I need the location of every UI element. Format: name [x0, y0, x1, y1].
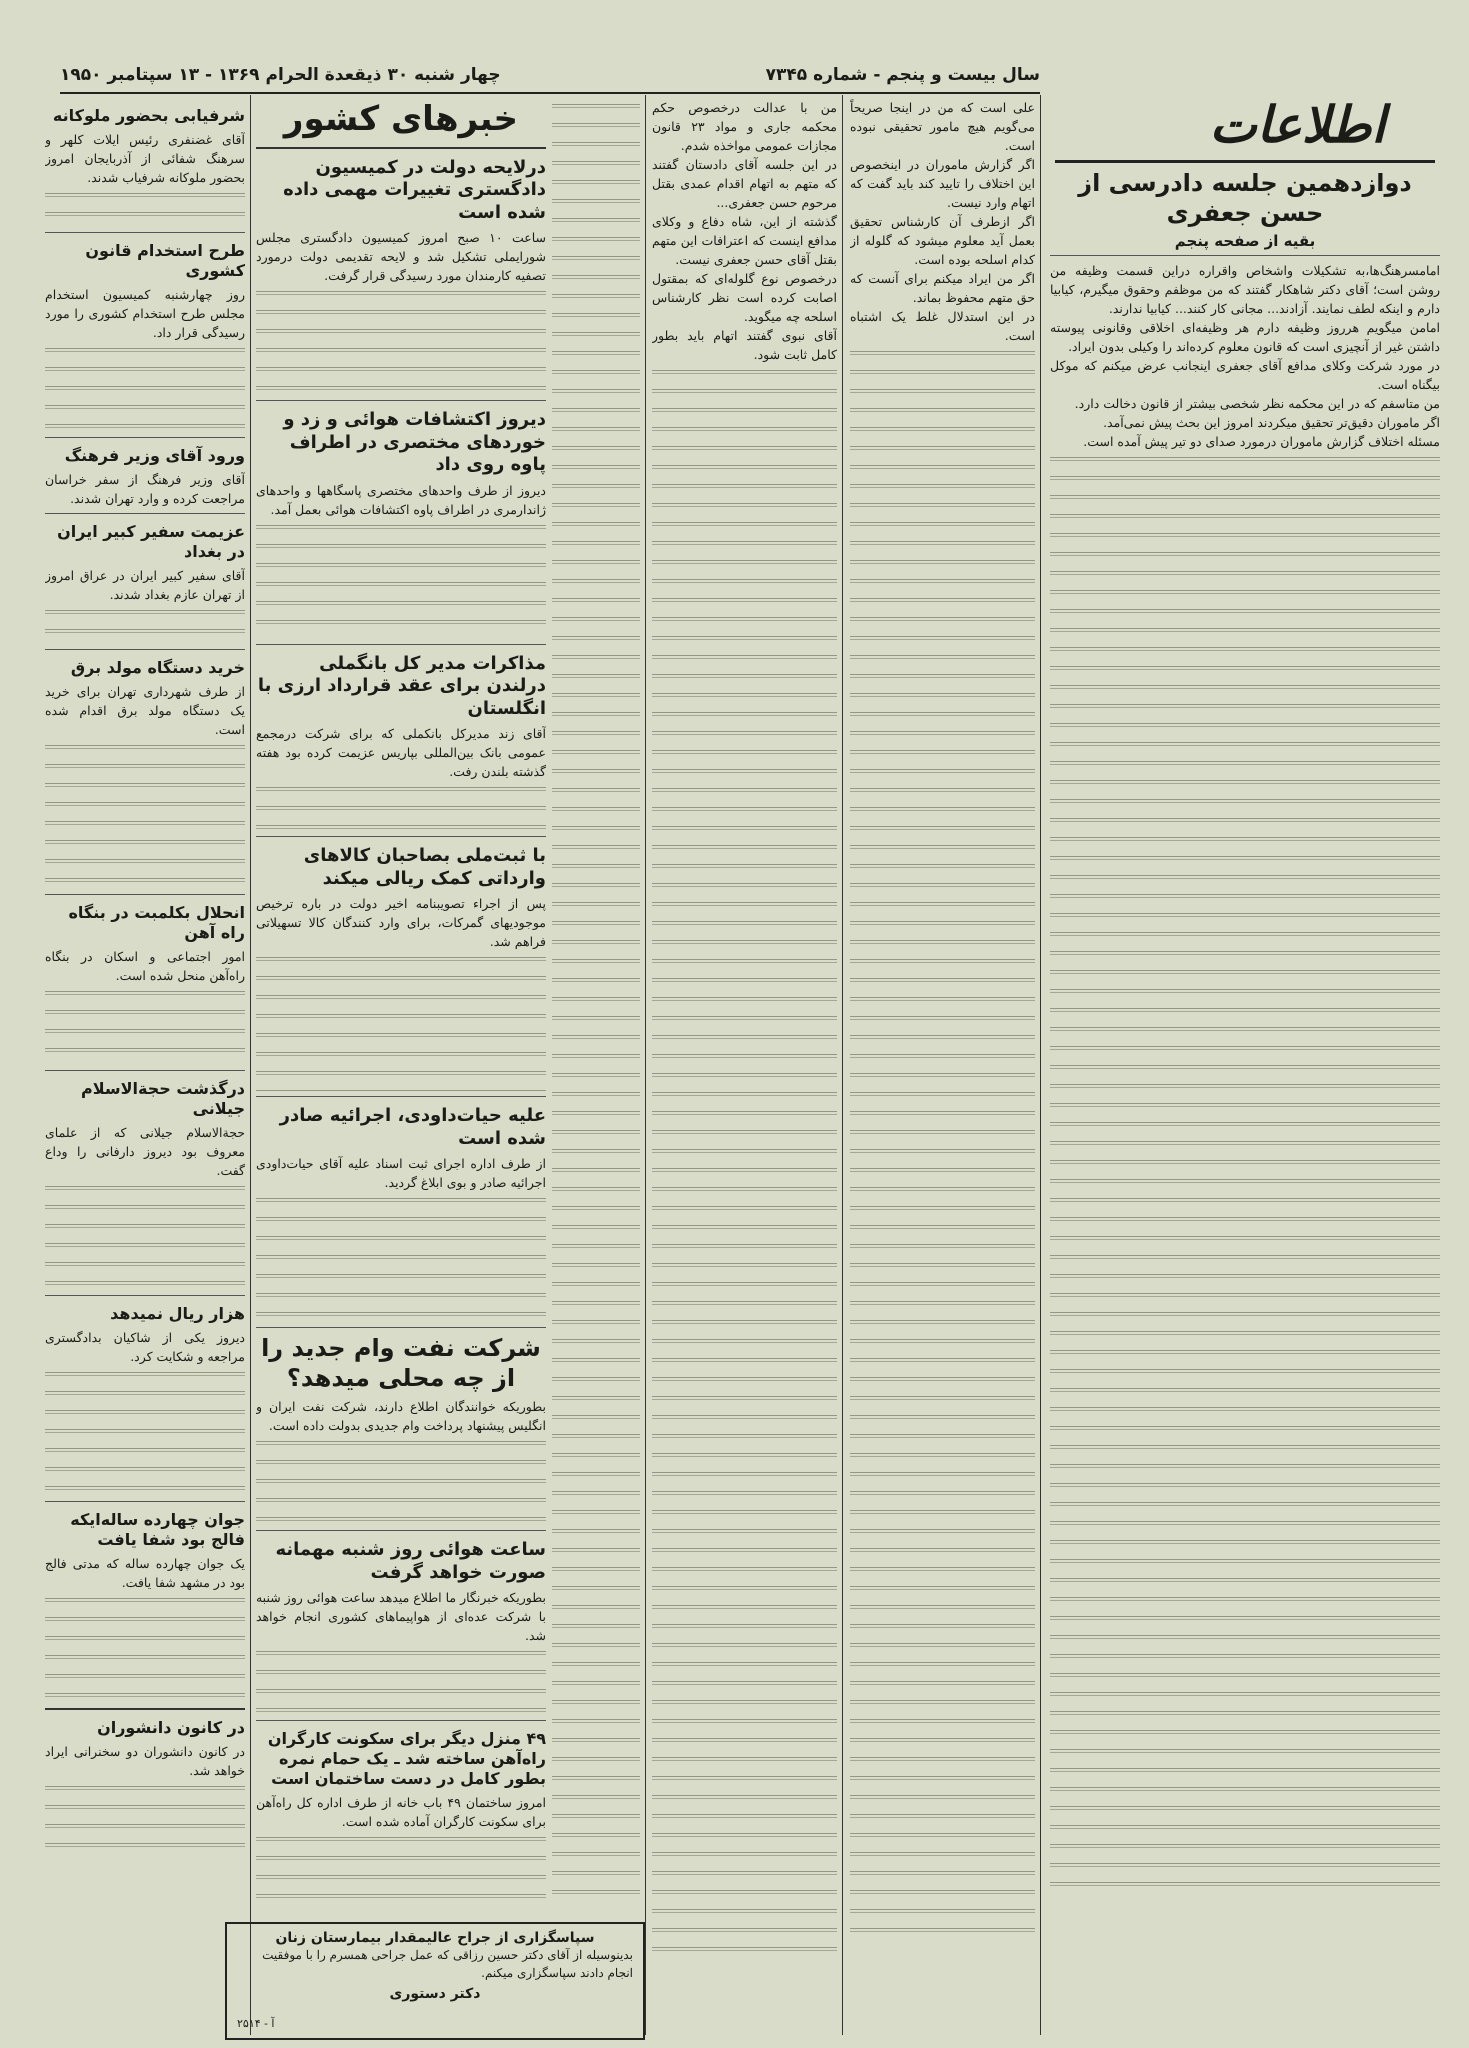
news-item-title: شرکت نفت وام جدید را از چه محلی میدهد؟ [261, 1334, 541, 1392]
lead-paragraph: مسئله اختلاف گزارش ماموران درمورد صدای دو تیر پیش آمده است. [1083, 434, 1440, 449]
column-paragraph: گذشته از این، شاه دفاع و وکلای مدافع اینست که اعترافات این متهم بقتل آقای حسن جعفری نیست. [652, 214, 837, 267]
news-item-text: دیروز از طرف واحدهای مختصری پاسگاهها و واحدهای ژاندارمری در اطراف پاوه اکتشافات هوائی بعمل آمد. [256, 482, 546, 517]
issue-line: سال بیست و پنجم - شماره ۷۳۴۵ [765, 65, 1040, 85]
lead-paragraph: امامسرهنگ‌ها،به تشکیلات واشخاص واقراره دراین قسمت وظیفه من روشن است؛ آقای دکتر شاهکار گفتند که من موظفم وحقوق میگیرم، کیابیا دارم و اینکه لطف نمایند. آزادند... مجانی کار کنند... کیابیا ندارند. [1050, 263, 1440, 316]
news-item-text: امروز ساختمان ۴۹ باب خانه از طرف اداره کل راه‌آهن برای سکونت کارگران آماده شده است. [256, 1795, 546, 1829]
text-filler [850, 345, 1035, 1945]
left-item-text: یک جوان چهارده ساله که مدتی فالج بود در مشهد شفا یافت. [45, 1556, 245, 1590]
date-line: چهار شنبه ۳۰ ذیقعدة الحرام ۱۳۶۹ - ۱۳ سپتامبر ۱۹۵۰ [60, 65, 501, 85]
text-filler [45, 187, 245, 227]
text-filler [256, 951, 546, 1091]
column-paragraph: اگر گزارش ماموران در اینخصوص این اختلاف را تایید کند باید گفت که اتهام وارد نیست. [850, 157, 1035, 210]
column-4 [652, 98, 837, 2038]
left-item-text: آقای وزیر فرهنگ از سفر خراسان مراجعت کرده و وارد تهران شدند. [45, 472, 245, 506]
left-item-title: شرفیابی بحضور ملوکانه [52, 106, 245, 125]
text-filler [552, 98, 640, 1898]
news-item-text: از طرف اداره اجرای ثبت اسناد علیه آقای حیات‌داودی اجرائیه صادر و بوی ابلاغ گردید. [256, 1156, 546, 1190]
text-filler [256, 285, 546, 395]
left-item-text: دیروز یکی از شاکیان بدادگستری مراجعه و شکایت کرد. [45, 1330, 245, 1364]
column-paragraph: درخصوص نوع گلوله‌ای که بمقتول اصابت کرده است نظر کارشناس اسلحه چه میگوید. [652, 271, 837, 324]
column-paragraph: اگر من ایراد میکنم برای آنست که حق متهم محفوظ بماند. [850, 271, 1035, 305]
notice-title: سپاسگزاری از جراح عالیمقدار بیمارستان زنان [275, 1930, 595, 1946]
news-headline: خبرهای کشور [283, 99, 519, 139]
news-item-title: درلایحه دولت در کمیسیون دادگستری تغییرات مهمی داده شده است [283, 156, 546, 223]
left-item-title: هزار ریال نمیدهد [110, 1304, 245, 1323]
news-item-title: دیروز اکتشافات هوائی و زد و خوردهای مختصری در اطراف پاوه روی داد [283, 409, 546, 475]
newspaper-logo: اطلاعات [1209, 95, 1386, 154]
left-item-title: خرید دستگاه مولد برق [70, 658, 245, 677]
left-column [45, 98, 245, 2038]
left-item-title: عزیمت سفیر کبیر ایران در بغداد [57, 522, 245, 561]
text-filler [45, 1366, 245, 1496]
lead-paragraph: اگر ماموران دقیق‌تر تحقیق میکردند امروز این بحث پیش نمی‌آمد. [1103, 415, 1440, 430]
notice-signer: دکتر دستوری [389, 1986, 481, 2002]
text-filler [45, 1780, 245, 1860]
column-rule [250, 95, 251, 2035]
lead-paragraph: امامن میگویم هرروز وظیفه دارم هر وظیفه‌ای اخلاقی وقانونی پیوسته داشتن غیر از آنچیزی است که قانون معلوم کرده‌اند را وکیلی بدون ایراد. [1050, 320, 1440, 354]
lead-headline: دوازدهمین جلسه دادرسی از حسن جعفری [1078, 169, 1412, 227]
column-rule [645, 95, 646, 2035]
left-item-text: روز چهارشنبه کمیسیون استخدام مجلس طرح استخدام کشوری را مورد رسیدگی قرار داد. [45, 287, 245, 340]
text-filler [256, 1192, 546, 1322]
left-item-title: جوان چهارده ساله‌ایکه فالج بود شفا یافت [70, 1510, 245, 1549]
column-5 [850, 98, 1035, 2038]
left-item-text: آقای سفیر کبیر ایران در عراق امروز از تهران عازم بغداد شدند. [45, 568, 245, 602]
column-paragraph: در این استدلال غلط یک اشتباه است. [850, 309, 1035, 343]
dateline [60, 58, 1040, 94]
news-item-text: بطوریکه خوانندگان اطلاع دارند، شرکت نفت ایران و انگلیس پیشنهاد پرداخت وام جدیدی بدولت داده است. [256, 1399, 546, 1433]
text-filler [45, 1180, 245, 1290]
news-item-text: پس از اجراء تصویبنامه اخیر دولت در باره ترخیص موجودیهای گمرکات، برای وارد کنندگان کالا تسهیلاتی فراهم شد. [256, 896, 546, 949]
left-item-title: طرح استخدام قانون کشوری [85, 241, 245, 280]
news-item-title: با ثبت‌ملی بصاحبان کالاهای وارداتی کمک ریالی میکند [303, 845, 546, 889]
lead-story [1050, 168, 1440, 2038]
news-item-title: ۴۹ منزل دیگر برای سکونت کارگران راه‌آهن ساخته شد ـ یک حمام نمره بطور کامل در دست ساختمان است [267, 1729, 546, 1788]
news-item-text: آقای زند مدیرکل بانکملی که برای شرکت درمجمع عمومی بانک بین‌المللی بپاریس عزیمت کرده بود هفته گذشته بلندن رفت. [256, 726, 546, 779]
column-paragraph: من با عدالت درخصوص حکم محکمه جاری و مواد ۲۳ قانون مجازات عمومی مواخذه شدم. [652, 100, 837, 153]
text-filler [45, 985, 245, 1065]
text-filler [45, 604, 245, 644]
text-filler [45, 1592, 245, 1702]
left-item-text: امور اجتماعی و اسکان در بنگاه راه‌آهن منحل شده است. [45, 949, 245, 983]
text-filler [1050, 451, 1440, 1901]
text-filler [256, 781, 546, 831]
thanks-notice [225, 1922, 645, 2040]
lead-paragraph: من متاسفم که در این محکمه نظر شخصی بیشتر از قانون دخالت دارد. [1074, 396, 1440, 411]
left-item-text: در کانون دانشوران دو سخنرانی ایراد خواهد شد. [45, 1744, 245, 1778]
logo-rule [1055, 160, 1435, 163]
news-item-title: ساعت هوائی روز شنبه مهمانه صورت خواهد گرفت [275, 1539, 546, 1583]
column-paragraph: اگر ازطرف آن کارشناس تحقیق بعمل آید معلوم میشود که گلوله از کدام اسلحه بوده است. [850, 214, 1035, 267]
notice-code: آ - ۲۵۱۴ [237, 2017, 275, 2030]
text-filler [256, 1645, 546, 1715]
lead-subline: بقیه از صفحه پنجم [1174, 232, 1316, 250]
left-item-title: ورود آقای وزیر فرهنگ [64, 446, 245, 465]
column-rule [842, 95, 843, 2035]
left-item-text: حجة‌الاسلام جیلانی که از علمای معروف بود دیروز دارفانی را وداع گفت. [45, 1125, 245, 1178]
column-rule [1040, 95, 1041, 2035]
left-item-title: انحلال بکلمبت در بنگاه راه آهن [68, 903, 245, 942]
text-filler [256, 1831, 546, 1911]
left-item-title: درگذشت حجة‌الاسلام جیلانی [81, 1079, 245, 1118]
left-item-title: در کانون دانشوران [97, 1718, 245, 1737]
text-filler [256, 1435, 546, 1525]
column-paragraph: در این جلسه آقای دادستان گفتند که متهم به اتهام اقدام عمدی بقتل مرحوم حسن جعفری... [652, 157, 837, 210]
text-filler [256, 519, 546, 639]
column-3 [552, 98, 640, 1908]
news-item-title: مذاکرات مدیر کل بانگملی درلندن برای عقد قرارداد ارزی با انگلستان [257, 652, 546, 719]
text-filler [45, 739, 245, 889]
left-item-text: از طرف شهرداری تهران برای خرید یک دستگاه مولد برق اقدام شده است. [45, 684, 245, 737]
left-item-text: آقای غضنفری رئیس ایلات کلهر و سرهنگ شفائی از آذربایجان امروز بحضور ملوکانه شرفیاب شدند. [45, 132, 245, 185]
column-paragraph: علی است که من در اینجا صریحاً می‌گویم هیچ مامور تحقیقی نبوده است. [850, 100, 1035, 153]
column-paragraph: آقای نبوی گفتند اتهام باید بطور کامل ثابت شود. [652, 328, 837, 362]
news-item-title: علیه حیات‌داودی، اجرائیه صادر شده است [279, 1105, 546, 1149]
news-item-text: ساعت ۱۰ صبح امروز کمیسیون دادگستری مجلس شورایملی تشکیل شد و لایحه تقدیمی دولت درمورد تصفیه کارمندان مورد رسیدگی قرار گرفت. [256, 230, 546, 283]
news-item-text: بطوریکه خبرنگار ما اطلاع میدهد ساعت هوائی روز شنبه با شرکت عده‌ای از هواپیماهای کشوری انجام خواهد شد. [256, 1590, 546, 1643]
lead-paragraph: در مورد شرکت وکلای مدافع آقای جعفری اینجانب عرض میکنم که موکل بیگناه است. [1050, 358, 1440, 392]
text-filler [652, 364, 837, 1964]
news-column [256, 98, 546, 1913]
text-filler [45, 342, 245, 432]
notice-text: بدینوسیله از آقای دکتر حسین رزاقی که عمل جراحی همسرم را با موفقیت انجام دادند سپاسگزاری میکنم. [262, 1948, 633, 1980]
